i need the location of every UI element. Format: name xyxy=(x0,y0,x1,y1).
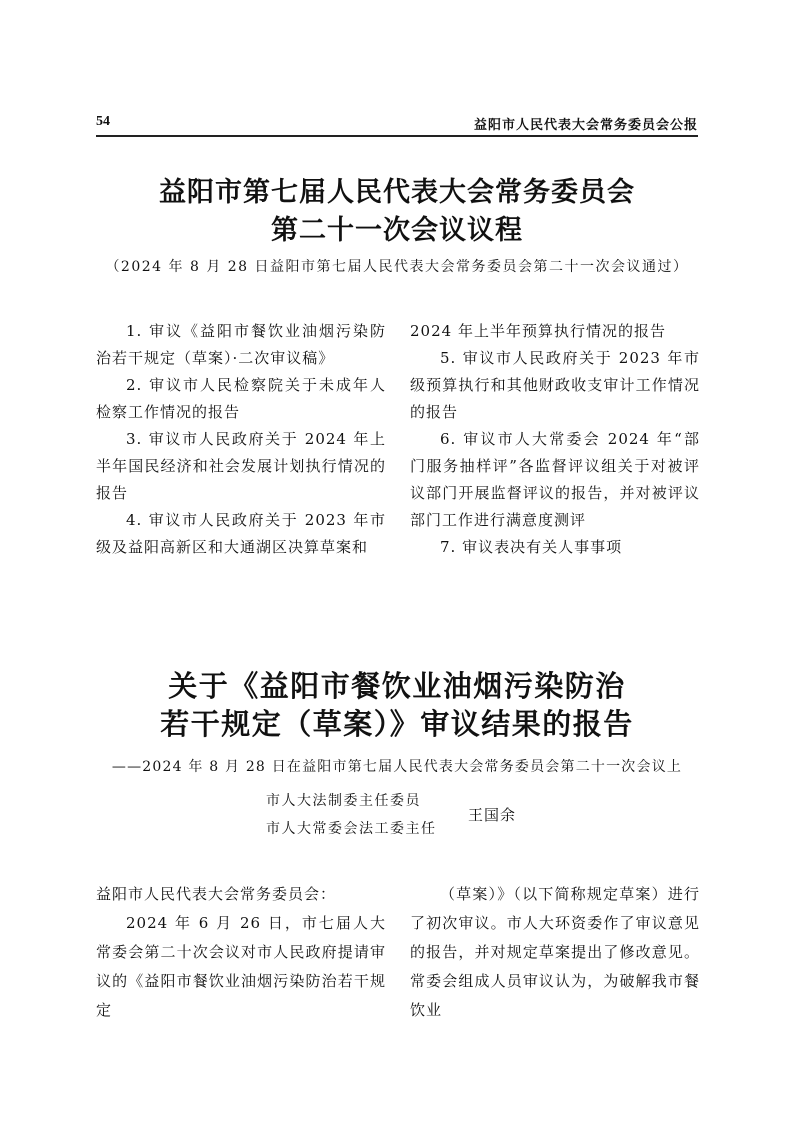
agenda-item: 3. 审议市人民政府关于 2024 年上半年国民经济和社会发展计划执行情况的报告 xyxy=(96,430,386,502)
agenda-adoption-note: （2024 年 8 月 28 日益阳市第七届人民代表大会常务委员会第二十一次会议通过） xyxy=(105,259,689,275)
agenda-column-right xyxy=(410,318,700,561)
agenda-title-line1: 益阳市第七届人民代表大会常务委员会 xyxy=(159,177,635,208)
body-paragraph: 2024 年 6 月 26 日，市七届人大常委会第二十次会议对市人民政府提请审议的《益阳市餐饮业油烟污染防治若干规定 xyxy=(96,914,386,1019)
report-title-line2: 若干规定（草案）》审议结果的报告 xyxy=(160,707,634,741)
author-role-1: 市人大法制委主任委员 xyxy=(266,793,421,809)
report-occasion: ——2024 年 8 月 28 日在益阳市第七届人民代表大会常务委员会第二十一次会议上 xyxy=(111,759,683,775)
agenda-item: 7. 审议表决有关人事事项 xyxy=(440,538,623,556)
body-paragraph-continued: （草案）》（以下简称规定草案）进行了初次审议。市人大环资委作了审议意见的报告，并对规定草案提出了修改意见。常委会组成人员审议认为，为破解我市餐饮业 xyxy=(410,885,700,1019)
agenda-item: 6. 审议市人大常委会 2024 年“部门服务抽样评”各监督评议组关于对被评议部门开展监督评议的报告，并对被评议部门工作进行满意度测评 xyxy=(410,430,700,529)
agenda-title-line2: 第二十一次会议议程 xyxy=(271,215,523,246)
report-body-left xyxy=(96,880,386,1025)
agenda-item-continued: 2024 年上半年预算执行情况的报告 xyxy=(410,322,666,340)
agenda-item: 2. 审议市人民检察院关于未成年人检察工作情况的报告 xyxy=(96,376,386,421)
author-role-2: 市人大常委会法工委主任 xyxy=(266,821,437,837)
agenda-item: 4. 审议市人民政府关于 2023 年市级及益阳高新区和大通湖区决算草案和 xyxy=(96,511,386,556)
header-divider xyxy=(96,135,698,137)
agenda-column-left xyxy=(96,318,386,561)
salutation: 益阳市人民代表大会常务委员会： xyxy=(96,885,337,903)
report-body-right xyxy=(410,880,700,1025)
agenda-item: 1. 审议《益阳市餐饮业油烟污染防治若干规定（草案）·二次审议稿》 xyxy=(96,322,386,367)
page-number: 54 xyxy=(96,114,110,129)
report-title-line1: 关于《益阳市餐饮业油烟污染防治 xyxy=(168,669,626,703)
publication-title: 益阳市人民代表大会常务委员会公报 xyxy=(473,118,698,133)
agenda-item: 5. 审议市人民政府关于 2023 年市级预算执行和其他财政收支审计工作情况的报告 xyxy=(410,349,700,421)
author-name: 王国余 xyxy=(468,806,517,824)
